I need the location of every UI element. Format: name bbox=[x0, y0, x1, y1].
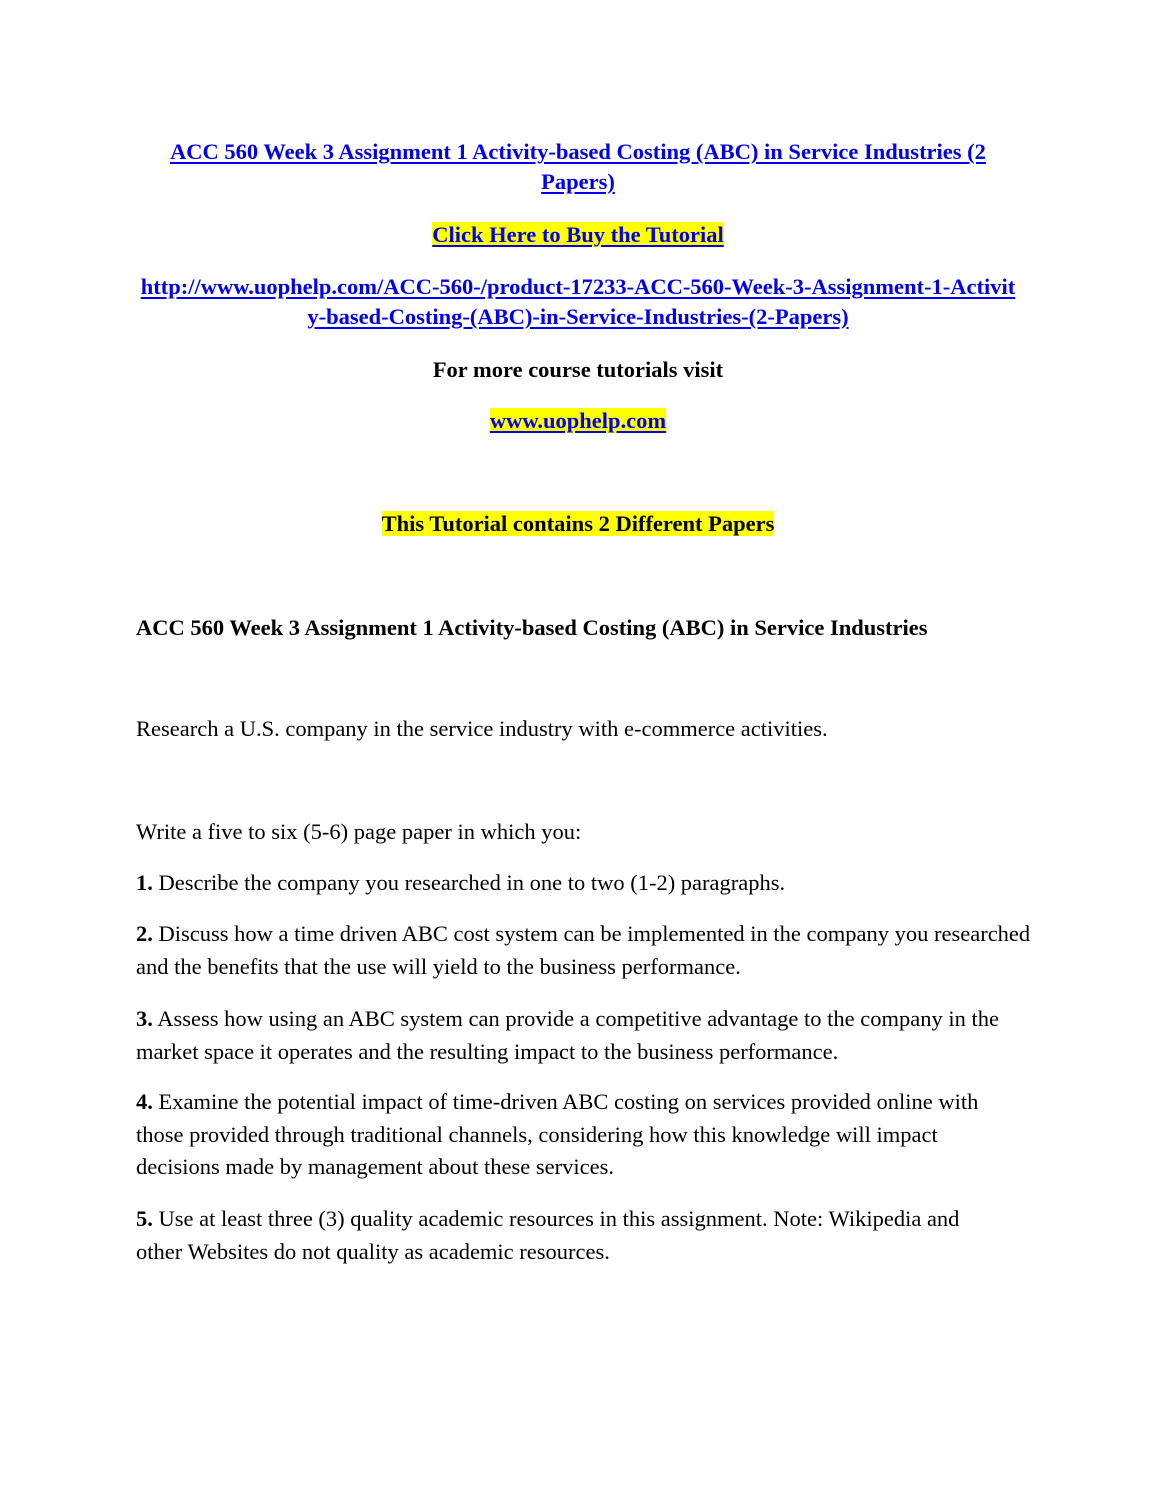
list-item-number: 4. bbox=[136, 1089, 153, 1114]
list-item-text: Assess how using an ABC system can provide a competitive advantage to the company in the market space it operates and the resulting impact to the business performance. bbox=[136, 1006, 999, 1064]
visit-text: For more course tutorials visit bbox=[432, 357, 724, 382]
list-item bbox=[136, 867, 1031, 900]
buy-tutorial-link[interactable]: Click Here to Buy the Tutorial bbox=[432, 222, 724, 247]
list-item-text: Use at least three (3) quality academic resources in this assignment. Note: Wikipedia and other Websites do not quality as academic resources. bbox=[136, 1206, 960, 1264]
title-link[interactable]: ACC 560 Week 3 Assignment 1 Activity-based Costing (ABC) in Service Industries (2 Papers) bbox=[170, 139, 986, 194]
list-item-number: 2. bbox=[136, 921, 153, 946]
instruction-paragraph: Write a five to six (5-6) page paper in which you: bbox=[136, 819, 582, 844]
list-item bbox=[136, 918, 1031, 983]
papers-note: This Tutorial contains 2 Different Papers bbox=[381, 511, 775, 536]
site-block bbox=[136, 406, 1020, 436]
list-item-text: Discuss how a time driven ABC cost system can be implemented in the company you researched and the benefits that the use will yield to the business performance. bbox=[136, 921, 1031, 979]
list-item-text: Describe the company you researched in one to two (1-2) paragraphs. bbox=[158, 870, 786, 895]
list-item bbox=[136, 1003, 1031, 1068]
list-item bbox=[136, 1203, 1006, 1268]
url-block bbox=[136, 272, 1020, 332]
section-heading: ACC 560 Week 3 Assignment 1 Activity-based Costing (ABC) in Service Industries bbox=[136, 615, 928, 640]
list-item-number: 5. bbox=[136, 1206, 153, 1231]
list-item bbox=[136, 1086, 1016, 1184]
site-link[interactable]: www.uophelp.com bbox=[489, 408, 667, 433]
intro-paragraph: Research a U.S. company in the service industry with e-commerce activities. bbox=[136, 716, 828, 741]
list-item-number: 3. bbox=[136, 1006, 153, 1031]
list-item-number: 1. bbox=[136, 870, 153, 895]
product-url-link[interactable]: http://www.uophelp.com/ACC-560-/product-17233-ACC-560-Week-3-Assignment-1-Activity-based-Costing-(ABC)-in-Service-Industries-(2-Papers) bbox=[140, 274, 1016, 329]
buy-block bbox=[136, 220, 1020, 250]
title-block bbox=[136, 137, 1020, 197]
papers-note-block bbox=[136, 509, 1020, 539]
list-item-text: Examine the potential impact of time-driven ABC costing on services provided online with those provided through traditional channels, considering how this knowledge will impact decisions made by management about these services. bbox=[136, 1089, 979, 1179]
